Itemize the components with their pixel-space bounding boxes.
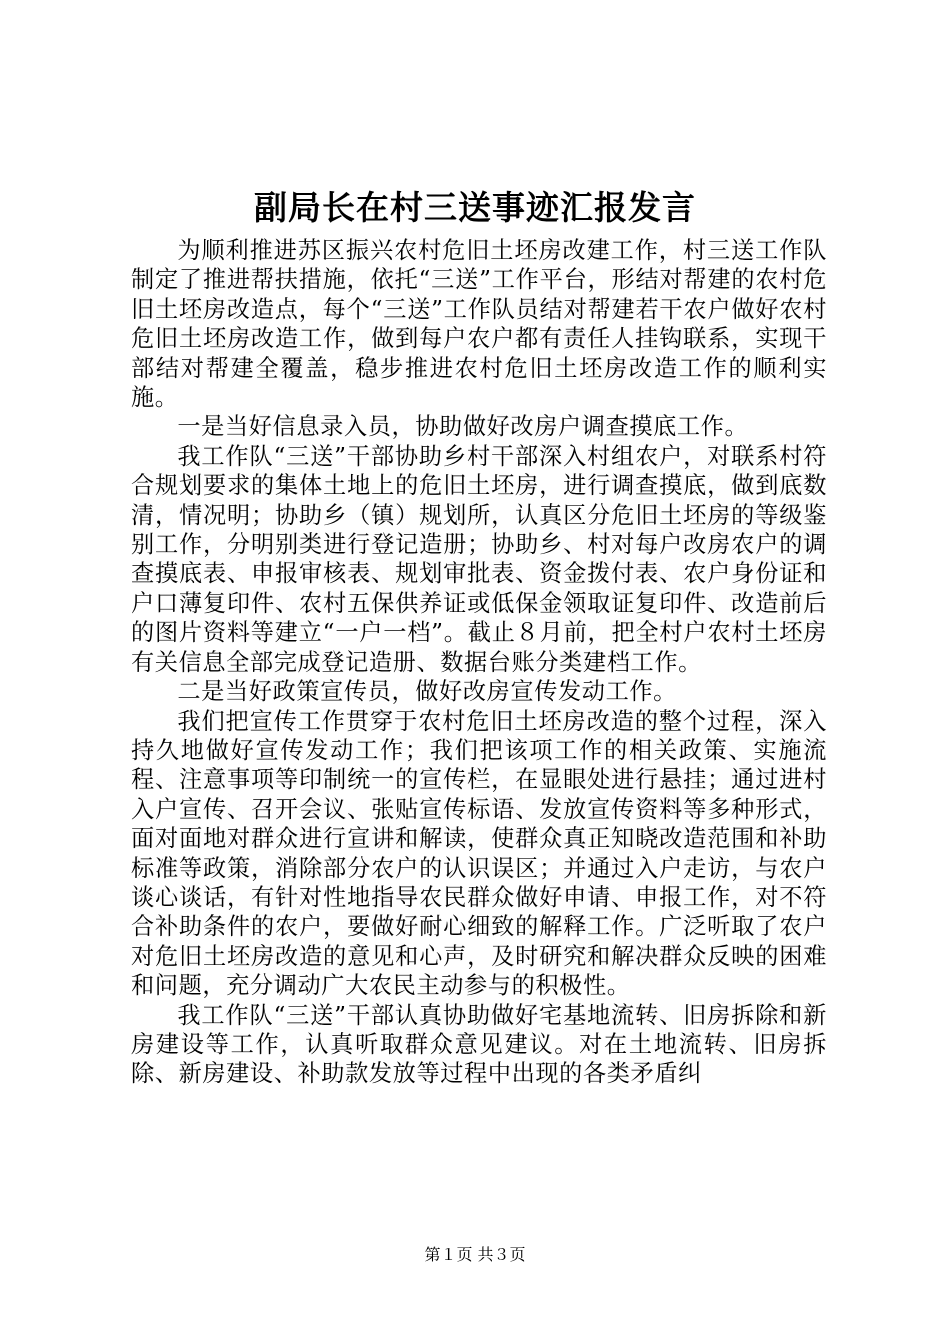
document-title: 副局长在村三送事迹汇报发言 — [254, 188, 696, 227]
paragraph-publicity: 我们把宣传工作贯穿于农村危旧土坯房改造的整个过程，深入持久地做好宣传发动工作；我们把该项工作的相关政策、实施流程、注意事项等印制统一的宣传栏，在显眼处进行悬挂；通过进村入户宣传、召开会议、张贴宣传标语、发放宣传资料等多种形式，面对面地对群众进行宣讲和解读，使群众真正知晓改造范围和补助标准等政策，消除部分农户的认识误区；并通过入户走访，与农户谈心谈话，有针对性地指导农民群众做好申请、申报工作，对不符合补助条件的农户，要做好耐心细致的解释工作。广泛听取了农户对危旧土坯房改造的意见和心声，及时研究和解决群众反映的困难和问题，充分调动广大农民主动参与的积极性。 — [131, 707, 827, 1000]
paragraph-intro: 为顺利推进苏区振兴农村危旧土坯房改建工作，村三送工作队制定了推进帮扶措施，依托“三送”工作平台，形结对帮建的农村危旧土坯房改造点，每个“三送”工作队员结对帮建若干农户做好农村危旧土坯房改造工作，做到每户农户都有责任人挂钩联系，实现干部结对帮建全覆盖，稳步推进农村危旧土坯房改造工作的顺利实施。 — [131, 237, 827, 412]
paragraph-coordination: 我工作队“三送”干部认真协助做好宅基地流转、旧房拆除和新房建设等工作，认真听取群众意见建议。对在土地流转、旧房拆除、新房建设、补助款发放等过程中出现的各类矛盾纠 — [131, 1001, 827, 1088]
document-body — [131, 236, 827, 1089]
page-footer: 第１页 共３页 — [424, 1245, 526, 1264]
paragraph-heading-two: 二是当好政策宣传员，做好改房宣传发动工作。 — [177, 678, 677, 706]
paragraph-heading-one: 一是当好信息录入员，协助做好改房户调查摸底工作。 — [177, 413, 749, 441]
paragraph-info-collection: 我工作队“三送”干部协助乡村干部深入村组农户，对联系村符合规划要求的集体土地上的危旧土坯房，进行调查摸底，做到底数清，情况明；协助乡（镇）规划所，认真区分危旧土坯房的等级鉴别工作，分明别类进行登记造册；协助乡、村对每户改房农户的调查摸底表、申报审核表、规划审批表、资金拨付表、农户身份证和户口薄复印件、农村五保供养证或低保金领取证复印件、改造前后的图片资料等建立“一户一档”。截止８月前，把全村户农村土坯房有关信息全部完成登记造册、数据台账分类建档工作。 — [131, 442, 827, 676]
